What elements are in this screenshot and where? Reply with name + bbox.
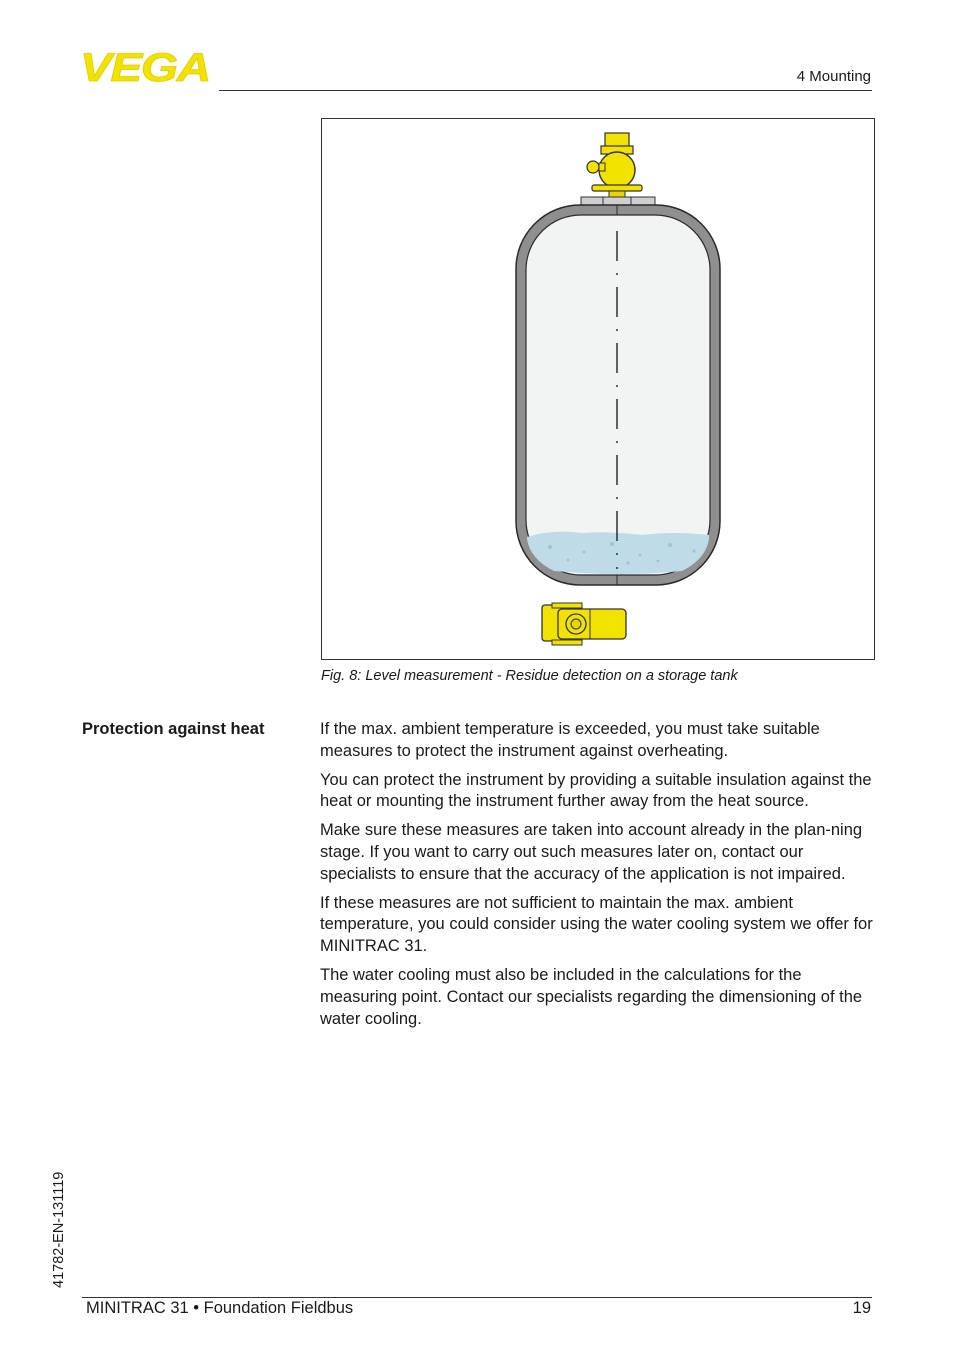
document-id: 41782-EN-131119	[51, 1171, 67, 1288]
paragraph: You can protect the instrument by providing a suitable insulation against the heat or mounting the instrument further away from the heat source.	[320, 770, 872, 811]
paragraph: The water cooling must also be included in the calculations for the measuring point. Contact our specialists regarding the dimensioning of the water cooling.	[320, 965, 863, 1028]
page-number: 19	[852, 1299, 871, 1317]
storage-tank-illustration	[322, 119, 874, 659]
paragraph: Make sure these measures are taken into account already in the plan-ning stage. If you want to carry out such measures later on, contact our specialists to ensure that the accuracy of the application is not impaired.	[320, 821, 863, 883]
section-body	[320, 719, 876, 1037]
footer-divider	[82, 1297, 872, 1298]
logo-text: VEGA	[80, 50, 210, 84]
footer-title: MINITRAC 31 • Foundation Fieldbus	[86, 1299, 354, 1317]
storage-tank	[516, 205, 720, 585]
figure-caption: Fig. 8: Level measurement - Residue detection on a storage tank	[321, 668, 738, 684]
header-section-title: 4 Mounting	[796, 68, 871, 85]
detector-icon	[542, 603, 626, 645]
residue-liquid	[527, 532, 709, 574]
section-heading: Protection against heat	[82, 720, 265, 738]
figure-frame	[321, 118, 875, 660]
paragraph: If the max. ambient temperature is exceeded, you must take suitable measures to protect the instrument against overheating.	[320, 720, 820, 760]
vega-logo	[80, 50, 212, 84]
paragraph: If these measures are not sufficient to maintain the max. ambient temperature, you could consider using the water cooling system we offer for MINITRAC 31.	[320, 893, 873, 956]
header-divider	[219, 90, 872, 91]
source-container-icon	[581, 133, 655, 205]
